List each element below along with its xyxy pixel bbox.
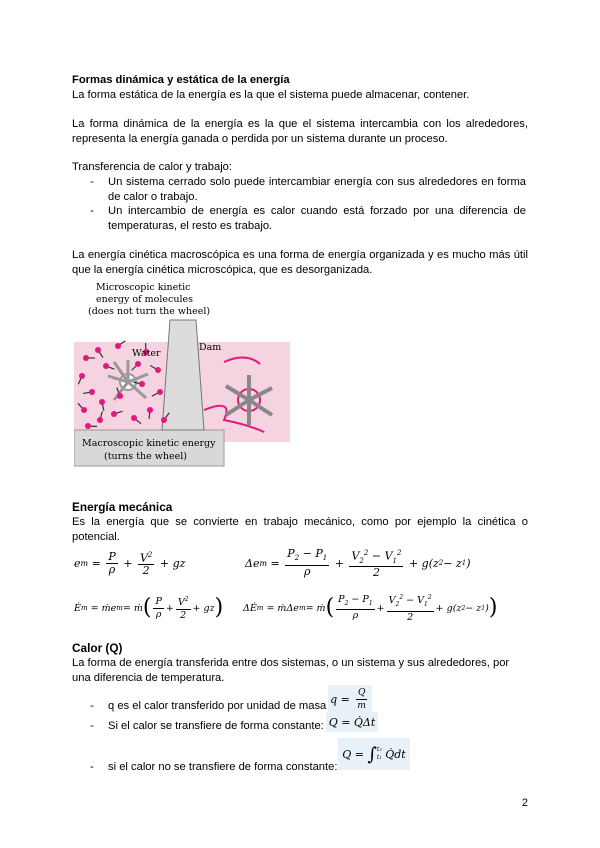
- molecule-dot: [117, 393, 123, 399]
- heat-paragraph: La forma de energía transferida entre dos sistemas, o un sistema y sus alrededores, por una diferencia de temperatura.: [72, 657, 510, 684]
- molecule-dot: [157, 389, 163, 395]
- molecule-dot: [89, 389, 95, 395]
- formula-q-integral: Q = ∫ t₂ t₁ Q̇dt: [338, 738, 410, 770]
- section-title-energy-forms: Formas dinámica y estática de la energía: [72, 74, 290, 86]
- molecule-dot: [99, 399, 105, 405]
- list-item: [90, 760, 350, 776]
- equation-mech-energy-per-mass: e m = $\frac{P}{\rho}$ + $\frac{V^2}{2}$ + gz: [74, 549, 186, 578]
- molecule-dot: [83, 355, 89, 361]
- equation-mech-energy-rate: Ė m = ṁe m = ṁ ( $\frac{P}{\rho}$ + $\frac{V^2}{2}$ + gz ): [74, 595, 224, 622]
- molecule-dot: [161, 417, 167, 423]
- section-title-mechanical-energy: Energía mecánica: [72, 500, 173, 514]
- transfer-heading: Transferencia de calor y trabajo:: [72, 161, 233, 173]
- molecule-dot: [139, 381, 145, 387]
- section-title-heat: Calor (Q): [72, 641, 123, 655]
- figure-label-macro-2: (turns the wheel): [104, 451, 188, 462]
- molecule-dot: [79, 373, 85, 379]
- list-item: [90, 175, 528, 205]
- eq-lhs: Ė: [74, 602, 81, 614]
- figure-label-micro-3: (does not turn the wheel): [88, 306, 211, 317]
- figure-label-dam: Dam: [199, 342, 222, 353]
- bullet-text: Un intercambio de energía es calor cuando está forzado por una diferencia de temperaturas, el resto es trabajo.: [108, 205, 526, 232]
- dynamic-energy-paragraph: La forma dinámica de la energía es la que el sistema intercambia con los alrededores, representa la energía ganada o perdida por un sistema durante un proceso.: [72, 118, 528, 145]
- bullet-text: si el calor no se transfiere de forma constante:: [108, 761, 338, 773]
- molecule-dot: [131, 415, 137, 421]
- molecule-dot: [81, 407, 87, 413]
- bullet-text: Un sistema cerrado solo puede intercambiar energía con sus alrededores en forma de calor o trabajo.: [108, 176, 526, 203]
- molecule-dot: [147, 407, 153, 413]
- bullet-dash: -: [90, 761, 94, 773]
- equation-delta-mech-energy-rate: ΔĖ m = ṁΔe m = ṁ ( $\frac{P_2 - P_1}{\rho}$ + $\frac{V_2^2 - V_1^2}{2}$ + g(z 2 − z 1 ) ): [243, 593, 498, 624]
- bullet-text: Si el calor se transfiere de forma constante:: [108, 720, 324, 732]
- formula-q-constant: Q = Q̇Δt: [326, 712, 378, 732]
- bullet-dash: -: [90, 176, 94, 188]
- bullet-dash: -: [90, 205, 94, 217]
- molecule-dot: [97, 417, 103, 423]
- molecule-dot: [95, 347, 101, 353]
- molecule-dot: [115, 343, 121, 349]
- mechanical-energy-paragraph: Es la energía que se convierte en trabajo mecánico, como por ejemplo la cinética o potencial.: [72, 516, 528, 543]
- molecule-dot: [111, 411, 117, 417]
- eq-lhs: e: [74, 556, 81, 570]
- page-number: 2: [521, 797, 528, 809]
- figure-label-micro-2: energy of molecules: [96, 294, 193, 305]
- eq-lhs: ΔĖ: [243, 602, 257, 614]
- list-item: [90, 719, 330, 735]
- figure-label-micro-1: Microscopic kinetic: [96, 282, 191, 293]
- kinetic-energy-figure: [74, 280, 290, 470]
- list-item: [90, 204, 528, 234]
- static-energy-text: La forma estática de la energía es la que el sistema puede almacenar, contener.: [72, 89, 470, 101]
- molecule-dot: [155, 367, 161, 373]
- molecule-dot: [135, 361, 141, 367]
- bullet-dash: -: [90, 720, 94, 732]
- list-item: [90, 699, 330, 715]
- formula-q-per-mass: q = $\frac{Q}{m}$: [328, 685, 372, 713]
- equation-delta-mech-energy: Δe m = $\frac{P_2 - P_1}{\rho}$ + $\frac{V_2^2 - V_1^2}{2}$ + g(z 2 − z 1 ): [245, 547, 471, 580]
- bullet-dash: -: [90, 700, 94, 712]
- eq-lhs: Δe: [245, 556, 260, 570]
- figure-label-water: Water: [132, 348, 161, 359]
- kinetic-energy-paragraph: La energía cinética macroscópica es una forma de energía organizada y es mucho más útil que la energía cinética microscópica, que es desorganizada.: [72, 249, 528, 276]
- molecule-dot: [103, 363, 109, 369]
- figure-label-macro-1: Macroscopic kinetic energy: [82, 438, 216, 449]
- eq-lhs-sub: m: [80, 558, 89, 568]
- bullet-text: q es el calor transferido por unidad de masa: [108, 700, 327, 712]
- molecule-dot: [85, 423, 91, 429]
